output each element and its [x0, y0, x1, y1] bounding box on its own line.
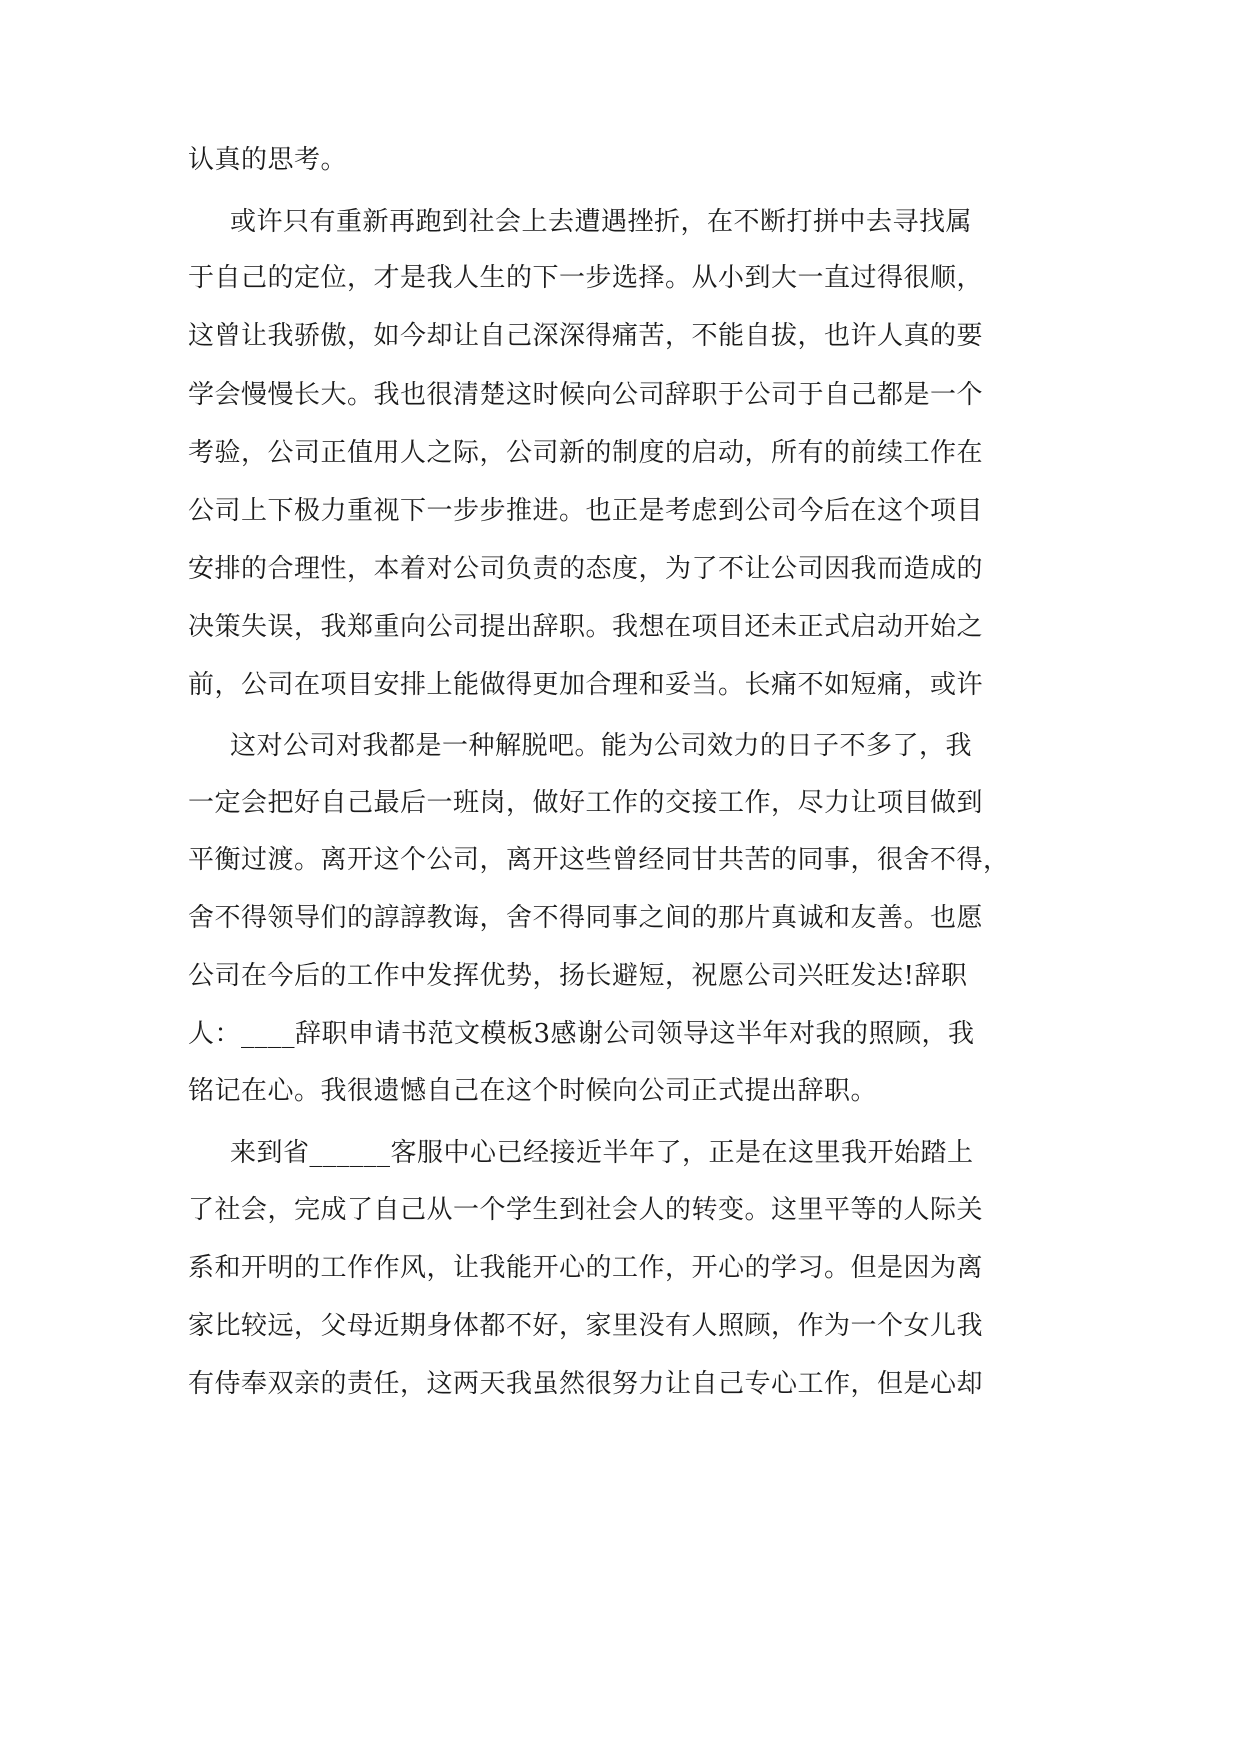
text-line: 前，公司在项目安排上能做得更加合理和妥当。长痛不如短痛，或许 — [188, 670, 984, 700]
text-line: 平衡过渡。离开这个公司，离开这些曾经同甘共苦的同事，很舍不得， — [188, 845, 1010, 875]
text-line: 认真的思考。 — [188, 145, 348, 175]
text-line: 考验，公司正值用人之际，公司新的制度的启动，所有的前续工作在 — [188, 438, 984, 468]
text-line: 决策失误，我郑重向公司提出辞职。我想在项目还未正式启动开始之 — [188, 612, 984, 642]
text-line: 公司上下极力重视下一步步推进。也正是考虑到公司今后在这个项目 — [188, 496, 984, 526]
text-line: 系和开明的工作作风，让我能开心的工作，开心的学习。但是因为离 — [188, 1253, 984, 1283]
text-line: 家比较远，父母近期身体都不好，家里没有人照顾，作为一个女儿我 — [188, 1311, 984, 1341]
paragraph-start-line: 或许只有重新再跑到社会上去遭遇挫折，在不断打拼中去寻找属 — [230, 207, 973, 237]
text-line: 于自己的定位，才是我人生的下一步选择。从小到大一直过得很顺， — [188, 263, 984, 293]
paragraph-start-line: 这对公司对我都是一种解脱吧。能为公司效力的日子不多了，我 — [230, 731, 973, 761]
text-line: 舍不得领导们的諄諄教诲，舍不得同事之间的那片真诚和友善。也愿 — [188, 903, 984, 933]
paragraph-start-line: 来到省______客服中心已经接近半年了，正是在这里我开始踏上 — [230, 1138, 974, 1168]
text-line: 铭记在心。我很遗憾自己在这个时候向公司正式提出辞职。 — [188, 1076, 878, 1106]
text-line: 安排的合理性，本着对公司负责的态度，为了不让公司因我而造成的 — [188, 554, 984, 584]
text-line: 公司在今后的工作中发挥优势，扬长避短，祝愿公司兴旺发达!辞职 — [188, 961, 968, 991]
text-line: 这曾让我骄傲，如今却让自己深深得痛苦，不能自拔，也许人真的要 — [188, 321, 984, 351]
text-line: 学会慢慢长大。我也很清楚这时候向公司辞职于公司于自己都是一个 — [188, 380, 984, 410]
text-line: 一定会把好自己最后一班岗，做好工作的交接工作，尽力让项目做到 — [188, 788, 984, 818]
text-line: 人：____辞职申请书范文模板3感谢公司领导这半年对我的照顾，我 — [188, 1019, 975, 1049]
text-line: 了社会，完成了自己从一个学生到社会人的转变。这里平等的人际关 — [188, 1195, 984, 1225]
text-line: 有侍奉双亲的责任，这两天我虽然很努力让自己专心工作，但是心却 — [188, 1369, 984, 1399]
